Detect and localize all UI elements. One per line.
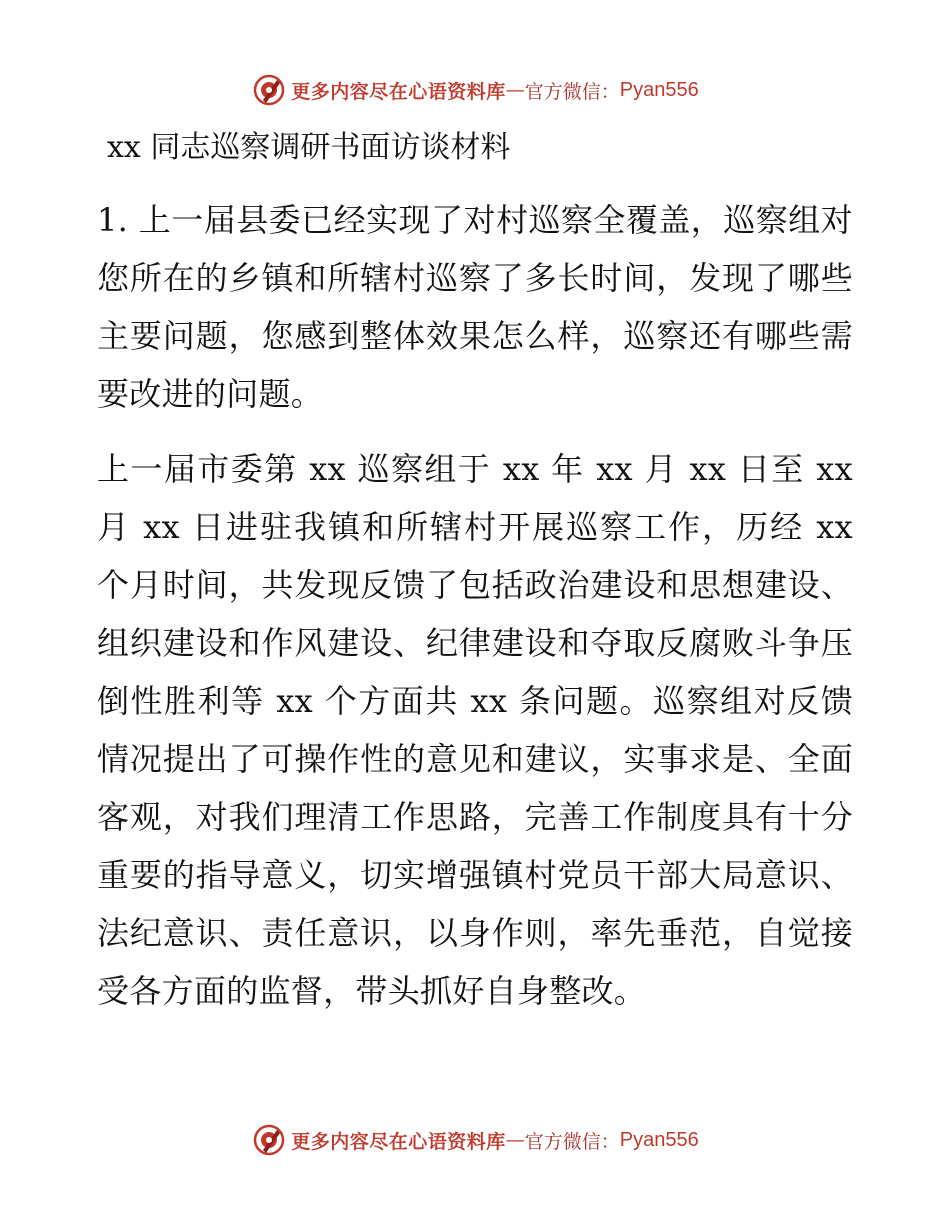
watermark-dash: — (505, 79, 525, 101)
watermark-wechat-id: Pyan556 (619, 1128, 699, 1151)
watermark-dash: — (505, 1129, 525, 1151)
watermark-brand: 更多内容尽在心语资料库 (291, 1130, 506, 1153)
watermark-wechat-id: Pyan556 (619, 78, 699, 101)
answer-paragraph: 上一届市委第 xx 巡察组于 xx 年 xx 月 xx 日至 xx 月 xx 日进驻我镇和所辖村开展巡察工作，历经 xx 个月时间，共发现反馈了包括政治建设和思想建设、组织建设和作风建设、纪律建设和夺取反腐败斗争压倒性胜利等 xx 个方面共 xx 条问题。巡察组对反馈情况提出了可操作性的意见和建议，实事求是、全面客观，对我们理清工作思路，完善工作制度具有十分重要的指导意义，切实增强镇村党员干部大局意识、法纪意识、责任意识，以身作则，率先垂范，自觉接受各方面的监督，带头抓好自身整改。 (97, 450, 853, 1010)
footer-watermark (0, 1120, 950, 1160)
document-title: xx 同志巡察调研书面访谈材料 (107, 130, 511, 165)
pen-nib-logo-icon (251, 72, 287, 108)
question-paragraph: 1. 上一届县委已经实现了对村巡察全覆盖，巡察组对您所在的乡镇和所辖村巡察了多长时间，发现了哪些主要问题，您感到整体效果怎么样，巡察还有哪些需要改进的问题。 (97, 201, 853, 413)
watermark-brand: 更多内容尽在心语资料库 (291, 80, 506, 103)
watermark-official: 官方微信： (524, 1130, 620, 1153)
header-watermark (0, 70, 950, 110)
watermark-official: 官方微信： (524, 80, 620, 103)
pen-nib-logo-icon (251, 1122, 287, 1158)
